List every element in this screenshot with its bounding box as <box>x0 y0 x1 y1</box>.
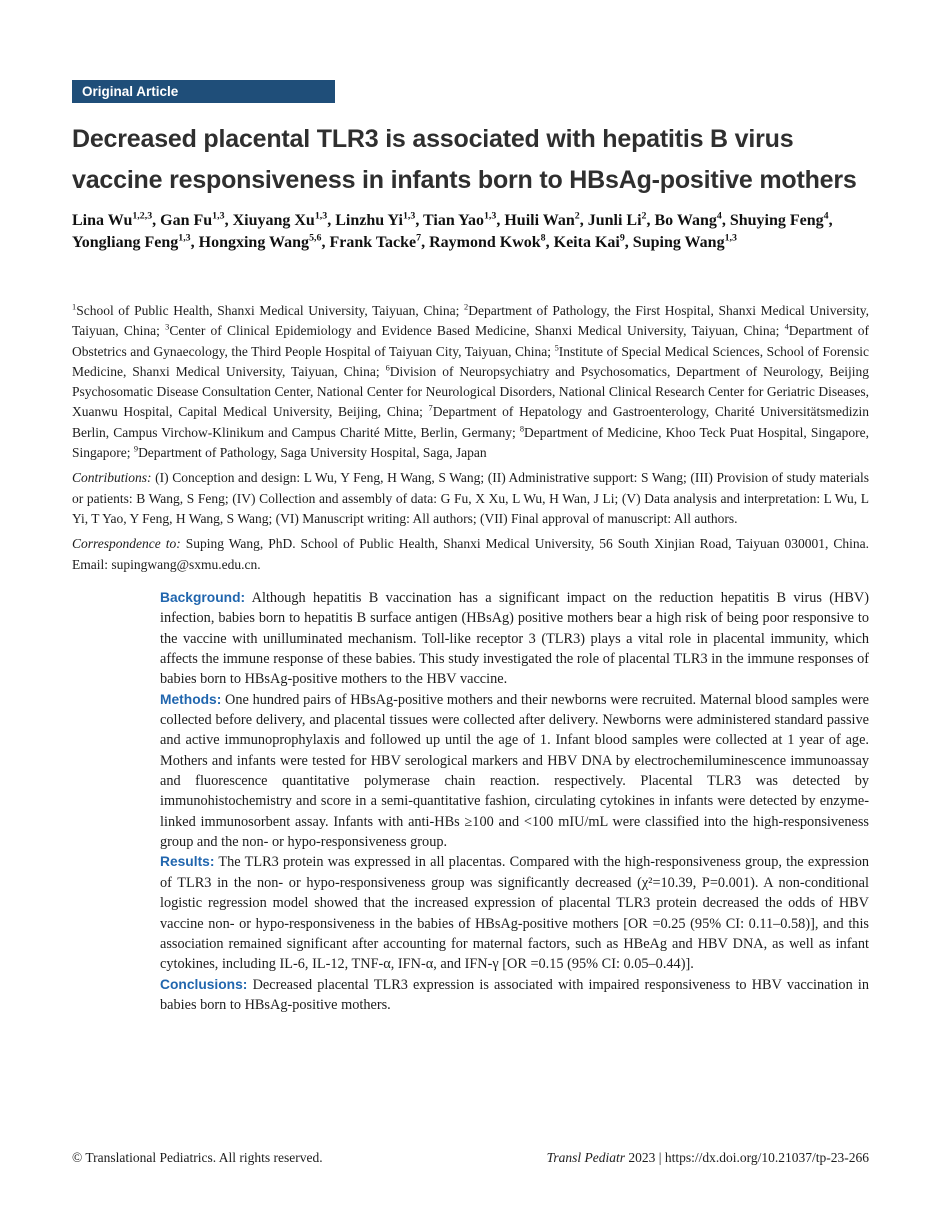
article-title <box>72 119 882 201</box>
author-name: Keita Kai$^9$, <box>553 232 633 251</box>
affiliation-text: School of Public Health, Shanxi Medical University, Taiyuan, China; <box>76 303 465 318</box>
author-name: Suping Wang$^{1,3}$ <box>632 232 737 251</box>
doi-text: 2023 | https://dx.doi.org/10.21037/tp-23-266 <box>625 1150 869 1165</box>
contributions-text: (I) Conception and design: L Wu, Y Feng, H Wang, S Wang; (II) Administrative support: S Wang; (III) Provision of study materials or patients: B Wang, S Feng; (IV) Collection and assembly of data: G Fu, X Xu, L Wu, H Wan, J Li; (V) Data analysis and interpretation: L Wu, L Yi, T Yao, Y Feng, H Wang, S Wang; (VI) Manuscript writing: All authors; (VII) Final approval of manuscript: All authors. <box>72 470 869 526</box>
author-affiliation-superscript: 1,3 <box>724 232 737 244</box>
author-name: Huili Wan$^2$, <box>504 210 588 229</box>
author-separator: , <box>152 212 161 229</box>
author-affiliation-superscript: 4 <box>716 210 722 222</box>
affiliation-text: Department of Pathology, the First Hospital, Shanxi Medical University, Taiyuan, China; <box>72 303 869 339</box>
contributions-label: Contributions: <box>72 470 152 486</box>
abstract-section-text: One hundred pairs of HBsAg-positive mothers and their newborns were recruited. Maternal blood samples were collected before delivery, and placental tissues were collected after delivery. Newborns were administered standard passive and active immunoprophylaxis and followed up until the age of 1. Infant blood samples were collected at 1 year of age. Mothers and infants were tested for HBV serological markers and HBV DNA by electrochemiluminescence immunoassay and fluorescence quantitative polymerase chain reaction. respectively. Placental TLR3 was detected by immunohistochemistry and score in a semi-quantitative fashion, circulating cytokines in infants were detected by enzyme-linked immunosorbent assay. Infants with anti-HBs ≥100 and <100 mIU/mL were classified into the high-responsiveness group and the non- or hypo-responsiveness group. <box>160 691 869 851</box>
author-separator: , <box>327 212 336 229</box>
author-affiliation-superscript: 1,3 <box>402 210 416 222</box>
article-meta <box>72 301 869 580</box>
abstract-section-text: Although hepatitis B vaccination has a significant impact on the reduction hepatitis B virus (HBV) infection, babies born to hepatitis B surface antigen (HBsAg) positive mothers bear a high risk of being poor responsive to the vaccine with unilluminated mechanism. Toll-like receptor 3 (TLR3) plays a vital role in placental immunity, which affects the immune response of these babies. This study investigated the role of placental TLR3 in the immune responses of babies born to HBsAg-positive mothers to the HBV vaccine. <box>160 590 869 688</box>
abstract-section-label: Results: <box>160 854 215 870</box>
abstract-section <box>160 690 869 853</box>
affiliation-text: Center of Clinical Epidemiology and Evidence Based Medicine, Shanxi Medical University, Taiyuan, China; <box>169 323 785 339</box>
author-name: Junli Li$^2$, <box>587 210 655 229</box>
abstract-section-label: Methods: <box>160 691 222 707</box>
abstract-section <box>160 588 869 690</box>
affiliation <box>165 323 784 338</box>
abstract-section <box>160 852 869 974</box>
author-name: Lina Wu$^{1,2,3}$, <box>72 210 161 229</box>
author-affiliation-superscript: 1,3 <box>314 210 328 222</box>
author-separator: , <box>190 233 199 251</box>
author-separator: , <box>496 212 505 229</box>
author-separator: , <box>721 212 730 229</box>
author-separator: , <box>224 212 233 229</box>
author-separator: , <box>415 212 424 229</box>
abstract <box>160 588 869 1015</box>
author-affiliation-superscript: 1,3 <box>178 232 191 244</box>
affiliation-number: 3 <box>165 322 170 332</box>
abstract-section-text: Decreased placental TLR3 expression is associated with impaired responsiveness to HBV vaccination in babies born to HBsAg-positive mothers. <box>160 976 869 1013</box>
author-separator: , <box>828 212 833 229</box>
affiliation-number: 7 <box>428 403 433 413</box>
affiliation-number: 9 <box>133 444 139 454</box>
article-type-badge: Original Article <box>72 80 335 103</box>
author-affiliation-superscript: 1,2,3 <box>132 210 153 222</box>
correspondence-label: Correspondence to: <box>72 536 181 552</box>
abstract-section <box>160 975 869 1016</box>
author-name: Xiuyang Xu$^{1,3}$, <box>232 210 336 229</box>
affiliation-number: 4 <box>784 322 789 332</box>
affiliation-text: Department of Medicine, Khoo Teck Puat Hospital, Singapore, Singapore; <box>72 424 870 461</box>
author-name: Shuying Feng$^4$, <box>729 210 833 229</box>
affiliation-number: 5 <box>554 343 559 353</box>
journal-name: Transl Pediatr <box>546 1150 626 1165</box>
affiliation <box>134 445 487 460</box>
affiliation-number: 1 <box>72 302 77 312</box>
author-affiliation-superscript: 8 <box>540 232 546 244</box>
author-name: Frank Tacke$^7$, <box>329 232 430 251</box>
author-affiliation-superscript: 4 <box>823 210 829 222</box>
author-name: Gan Fu$^{1,3}$, <box>160 210 233 229</box>
author-name: Bo Wang$^4$, <box>654 210 730 229</box>
author-affiliation-superscript: 9 <box>619 232 625 244</box>
affiliation-text: Institute of Special Medical Sciences, School of Forensic Medicine, Shanxi Medical University, Taiyuan, China; <box>72 343 869 379</box>
contributions <box>72 468 869 529</box>
abstract-section-label: Conclusions: <box>160 976 248 992</box>
title-line-1: Decreased placental TLR3 is associated with hepatitis B virus <box>72 125 794 153</box>
author-separator: , <box>321 233 330 251</box>
affiliation <box>72 303 464 318</box>
affiliation-text: Division of Neuropsychiatry and Psychosomatics, Department of Neurology, Beijing Psychosomatic Disease Consultation Center, National Center for Neurological Disorders, National Clinical Research Center for Geriatric Diseases, Xuanwu Hospital, Capital Medical University, Beijing, China; <box>72 363 869 420</box>
author-affiliation-superscript: 2 <box>574 210 580 222</box>
affiliation-number: 2 <box>464 302 469 312</box>
author-name: Linzhu Yi$^{1,3}$, <box>335 210 424 229</box>
author-affiliation-superscript: 7 <box>416 232 422 244</box>
author-affiliation-superscript: 1,3 <box>212 210 225 222</box>
correspondence-text: Suping Wang, PhD. School of Public Health, Shanxi Medical University, 56 South Xinjian Road, Taiyuan 030001, China. Email: supingwang@sxmu.edu.cn. <box>72 536 870 572</box>
author-list <box>72 210 872 253</box>
affiliation-number: 6 <box>385 363 390 373</box>
author-name: Yongliang Feng$^{1,3}$, <box>72 232 199 251</box>
affiliations <box>72 301 869 463</box>
author-name: Raymond Kwok$^8$, <box>429 232 554 251</box>
affiliation-number: 8 <box>519 424 525 434</box>
author-separator: , <box>646 212 655 229</box>
author-separator: , <box>545 233 554 251</box>
copyright-notice: © Translational Pediatrics. All rights reserved. <box>72 1150 323 1165</box>
author-name: Hongxing Wang$^{5,6}$, <box>198 232 330 251</box>
abstract-section-label: Background: <box>160 590 246 605</box>
affiliation-text: Department of Obstetrics and Gynaecology, the Third People Hospital of Taiyuan City, Taiyuan, China; <box>72 323 869 359</box>
author-affiliation-superscript: 5,6 <box>309 232 322 244</box>
author-affiliation-superscript: 1,3 <box>483 210 497 222</box>
correspondence <box>72 534 869 575</box>
author-name: Tian Yao$^{1,3}$, <box>423 210 505 229</box>
author-affiliation-superscript: 2 <box>641 210 647 222</box>
title-line-2: vaccine responsiveness in infants born to HBsAg-positive mothers <box>72 166 857 194</box>
author-separator: , <box>624 233 633 251</box>
affiliation-text: Department of Hepatology and Gastroenterology, Charité Universitätsmedizin Berlin, Campus Virchow-Klinikum and Campus Charité Mitte, Berlin, Germany; <box>72 404 869 440</box>
author-separator: , <box>421 233 430 251</box>
abstract-section-text: The TLR3 protein was expressed in all placentas. Compared with the high-responsiveness group, the expression of TLR3 in the non- or hypo-responsiveness group was significantly decreased (χ²=10.39, P=0.001). A non-conditional logistic regression model showed that the increased expression of placental TLR3 protein decreased the odds of HBV vaccine non- or hypo-responsiveness in the babies of HBsAg-positive mothers [OR =0.25 (95% CI: 0.11–0.58)], and this association remained significant after accounting for maternal factors, such as HBeAg and HBV DNA, as well as infant cytokines, including IL-6, IL-12, TNF-α, IFN-α, and IFN-γ [OR =0.15 (95% CI: 0.05–0.44)]. <box>160 854 869 973</box>
journal-citation <box>547 1150 869 1166</box>
page-footer <box>72 1150 869 1166</box>
affiliation-text: Department of Pathology, Saga University Hospital, Saga, Japan <box>138 445 487 461</box>
author-separator: , <box>579 212 588 229</box>
